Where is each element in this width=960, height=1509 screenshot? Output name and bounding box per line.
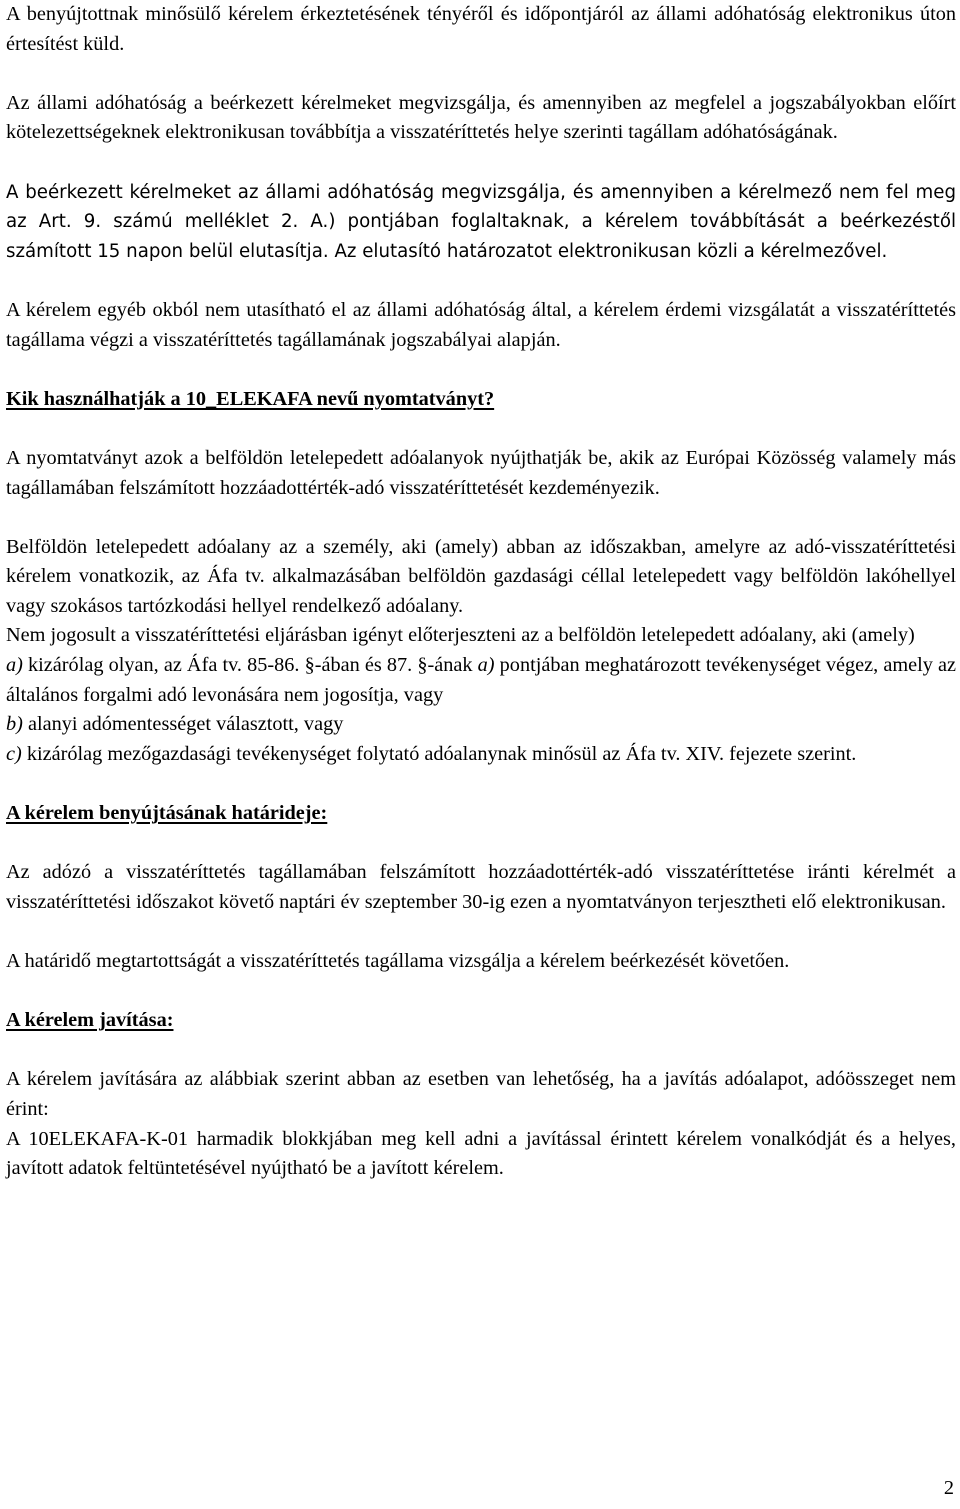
paragraph-rejection-notice: Az elutasító határozatot elektronikusan közli a kérelmezővel. (328, 240, 888, 262)
page-number: 2 (943, 1477, 954, 1499)
list-item-a-text-1: kizárólag olyan, az Áfa tv. 85-86. §-ában és 87. §-ának (22, 654, 478, 677)
paragraph-correction-conditions: A kérelem javítására az alábbiak szerint abban az esetben van lehetőség, ha a javítás adóalapot, adóösszeget nem érint: (6, 1068, 956, 1120)
paragraph-examination: A kérelem egyéb okból nem utasítható el az állami adóhatóság által, a kérelem érdemi vizsgálatát a visszatéríttetés tagállama végzi a visszatéríttetés tagállamának jogszabályai alapján. (6, 298, 956, 351)
paragraph-rejection-main: A beérkezett kérelmeket az állami adóhatóság megvizsgálja, és amennyiben a kérelmező nem fel meg az Art. 9. számú melléklet 2. A.) pontjában foglaltaknak, a kérelem továbbítását a beérkezéstől számított 15 napon belül elutasítja. (6, 181, 956, 262)
heading-correction: A kérelem javítása: (6, 1009, 174, 1032)
document-page (6, 0, 956, 1184)
paragraph-domestic-taxpayer-definition: Belföldön letelepedett adóalany az a személy, aki (amely) abban az időszakban, amelyre az adó-visszatéríttetési kérelem vonatkozik, az Áfa tv. alkalmazásában belföldön gazdasági céllal letelepedett vagy belföldön lakóhellyel vagy szokásos tartózkodási hellyel rendelkező adóalany. (6, 535, 956, 617)
paragraph-deadline-check: A határidő megtartottságát a visszatéríttetés tagállama vizsgálja a kérelem beérkezését követően. (6, 950, 790, 972)
list-item-b-label: b) (6, 713, 23, 736)
list-item-c-text: kizárólag mezőgazdasági tevékenységet folytató adóalanynak minősül az Áfa tv. XIV. fejezete szerint. (21, 742, 857, 765)
list-item-c (6, 740, 956, 770)
paragraph-deadline: Az adózó a visszatéríttetés tagállamában felszámított hozzáadottérték-adó visszatéríttetése iránti kérelmét a visszatéríttetési időszakot követő naptári év szeptember 30-ig ezen a nyomtatványon terjesztheti elő elektronikusan. (6, 861, 956, 913)
heading-submission-deadline: A kérelem benyújtásának határideje: (6, 802, 328, 825)
list-item-c-label: c) (6, 742, 22, 765)
paragraph-rejection (6, 178, 956, 267)
paragraph-forwarding: Az állami adóhatóság a beérkezett kérelmeket megvizsgálja, és amennyiben az megfelel a jogszabályokban előírt kötelezettségeknek elektronikusan továbbítja a visszatéríttetés helye szerinti tagállam adóhatóságának. (6, 91, 956, 144)
paragraph-notification: A benyújtottnak minősülő kérelem érkeztetésének tényéről és időpontjáról az állami adóhatóság elektronikus úton értesítést küld. (6, 3, 956, 55)
paragraph-correction-procedure: A 10ELEKAFA-K-01 harmadik blokkjában meg kell adni a javítással érintett kérelem vonalkódját és a helyes, javított adatok feltüntetésével nyújtható be a javított kérelem. (6, 1127, 956, 1180)
list-item-a (6, 651, 956, 710)
list-item-a-label-2: a) (477, 654, 495, 677)
list-item-a-label: a) (6, 654, 23, 677)
list-item-a-text-2: pontjában meghatározott tevékenységet végez, amely az általános forgalmi adó levonására nem jogosítja, vagy (6, 654, 956, 706)
paragraph-eligible-taxpayers: A nyomtatványt azok a belföldön letelepedett adóalanyok nyújthatják be, akik az Európai Közösség valamely más tagállamában felszámított hozzáadottérték-adó visszatéríttetését kezdeményezik. (6, 446, 956, 499)
paragraph-not-eligible: Nem jogosult a visszatéríttetési eljárásban igényt előterjeszteni az a belföldön letelepedett adóalany, aki (amely) (6, 624, 915, 647)
heading-who-can-use: Kik használhatják a 10_ELEKAFA nevű nyomtatványt? (6, 387, 495, 410)
list-item-b (6, 710, 956, 740)
list-item-b-text: alanyi adómentességet választott, vagy (22, 713, 344, 736)
